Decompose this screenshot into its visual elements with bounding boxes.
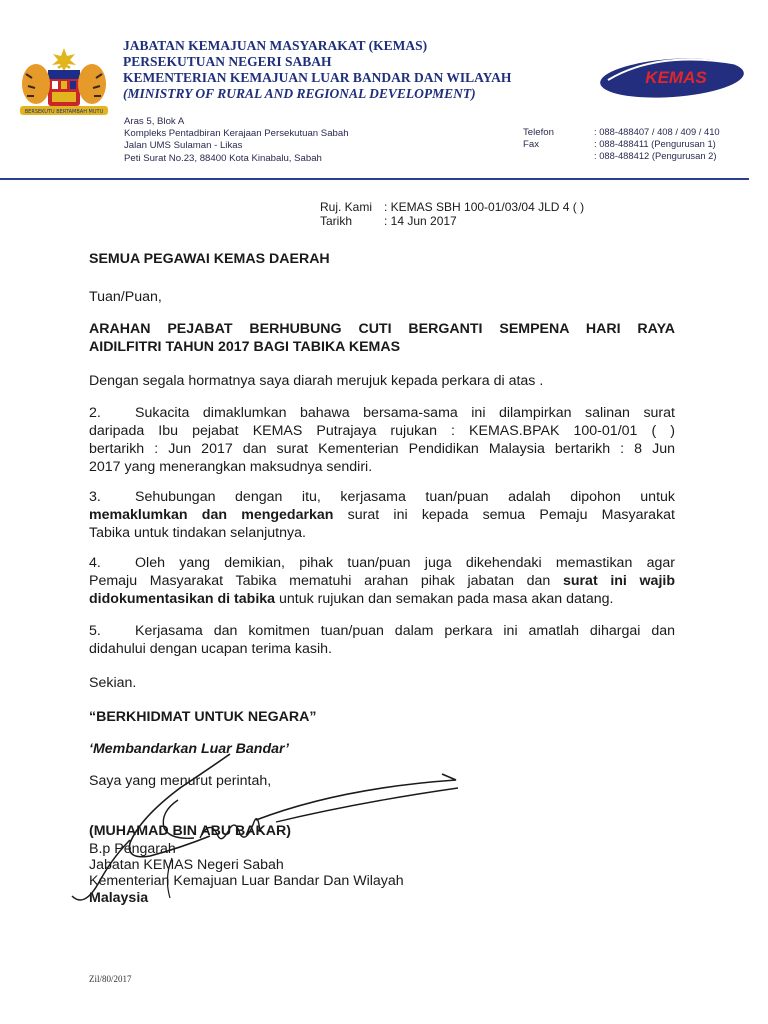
address-line2: Kompleks Pentadbiran Kerajaan Persekutuan Sabah — [124, 128, 349, 139]
phone-label: Telefon — [523, 127, 554, 138]
phone-value: : 088-488407 / 408 / 409 / 410 — [594, 126, 720, 137]
paragraph-2-line-3: bertarikh : Jun 2017 dan surat Kementerian Pendidikan Malaysia bertarikh : 8 Jun — [89, 441, 675, 457]
org-title-line3: KEMENTERIAN KEMAJUAN LUAR BANDAR DAN WILAYAH — [123, 70, 512, 85]
signatory-name: (MUHAMAD BIN ABU BAKAR) — [89, 823, 292, 839]
org-title-line1: JABATAN KEMAJUAN MASYARAKAT (KEMAS) — [123, 38, 428, 53]
paragraph-3-line-2: memaklumkan dan mengedarkan surat ini kepada semua Pemaju Masyarakat — [89, 507, 675, 523]
date-label: Tarikh — [320, 214, 353, 228]
address-line1: Aras 5, Blok A — [124, 116, 185, 127]
svg-text:BERSEKUTU BERTAMBAH MUTU: BERSEKUTU BERTAMBAH MUTU — [24, 109, 104, 115]
subject-line-2: AIDILFITRI TAHUN 2017 BAGI TABIKA KEMAS — [89, 339, 401, 355]
ref-label: Ruj. Kami — [320, 200, 373, 214]
signatory-department: Jabatan KEMAS Negeri Sabah — [89, 857, 284, 873]
motto: “BERKHIDMAT UNTUK NEGARA” — [89, 709, 317, 725]
footer-file-code: Zil/80/2017 — [89, 974, 132, 984]
signatory-ministry: Kementerian Kemajuan Luar Bandar Dan Wilayah — [89, 873, 404, 889]
org-title-line4: (MINISTRY OF RURAL AND REGIONAL DEVELOPMENT) — [123, 86, 476, 101]
closing: Sekian. — [89, 675, 137, 691]
malaysia-coat-of-arms-icon — [14, 46, 114, 120]
paragraph-5-line-1: 5. Kerjasama dan komitmen tuan/puan dalam perkara ini amatlah dihargai dan — [89, 623, 675, 639]
address-line4: Peti Surat No.23, 88400 Kota Kinabalu, Sabah — [124, 153, 322, 164]
signatory-country: Malaysia — [89, 890, 149, 906]
intro-paragraph: Dengan segala hormatnya saya diarah merujuk kepada perkara di atas . — [89, 373, 544, 389]
fax-label: Fax — [523, 139, 539, 150]
paragraph-5-number: 5. — [89, 623, 101, 639]
paragraph-4-line-1: 4. Oleh yang demikian, pihak tuan/puan juga dikehendaki memastikan agar — [89, 555, 675, 571]
kemas-logo — [598, 50, 746, 102]
paragraph-4-number: 4. — [89, 555, 101, 571]
recipient: SEMUA PEGAWAI KEMAS DAERAH — [89, 251, 330, 267]
org-title-line2: PERSEKUTUAN NEGERI SABAH — [123, 54, 332, 69]
paragraph-2-number: 2. — [89, 405, 101, 421]
paragraph-3-line-1: 3. Sehubungan dengan itu, kerjasama tuan/puan adalah dipohon untuk — [89, 489, 675, 505]
signatory-role: B.p Pengarah — [89, 841, 176, 857]
kemas-logo-text: KEMAS — [645, 68, 707, 87]
salutation: Tuan/Puan, — [89, 289, 162, 305]
paragraph-3-number: 3. — [89, 489, 101, 505]
subject-line-1: ARAHAN PEJABAT BERHUBUNG CUTI BERGANTI SEMPENA HARI RAYA — [89, 321, 675, 337]
letterhead-divider — [0, 178, 749, 180]
fax-value-1: : 088-488411 (Pengurusan 1) — [594, 138, 716, 149]
address-line3: Jalan UMS Sulaman - Likas — [124, 140, 243, 151]
paragraph-5-line-2: didahului dengan ucapan terima kasih. — [89, 641, 332, 657]
paragraph-4-line-2: Pemaju Masyarakat Tabika mematuhi arahan pihak jabatan dan surat ini wajib — [89, 573, 675, 589]
tagline: ‘Membandarkan Luar Bandar’ — [89, 741, 289, 757]
date-value: : 14 Jun 2017 — [384, 214, 457, 228]
paragraph-4-line-3: didokumentasikan di tabika untuk rujukan dan semakan pada masa akan datang. — [89, 591, 614, 607]
paragraph-3-line-3: Tabika untuk tindakan selanjutnya. — [89, 525, 306, 541]
by-order-line: Saya yang menurut perintah, — [89, 773, 272, 789]
paragraph-2-line-1: 2. Sukacita dimaklumkan bahawa bersama-sama ini dilampirkan salinan surat — [89, 405, 675, 421]
fax-value-2: : 088-488412 (Pengurusan 2) — [594, 150, 717, 161]
paragraph-2-line-4: 2017 yang menerangkan maksudnya sendiri. — [89, 459, 373, 475]
paragraph-2-line-2: daripada Ibu pejabat KEMAS Putrajaya rujukan : KEMAS.BPAK 100-01/01 ( ) — [89, 423, 675, 439]
ref-value: : KEMAS SBH 100-01/03/04 JLD 4 ( ) — [384, 200, 585, 214]
